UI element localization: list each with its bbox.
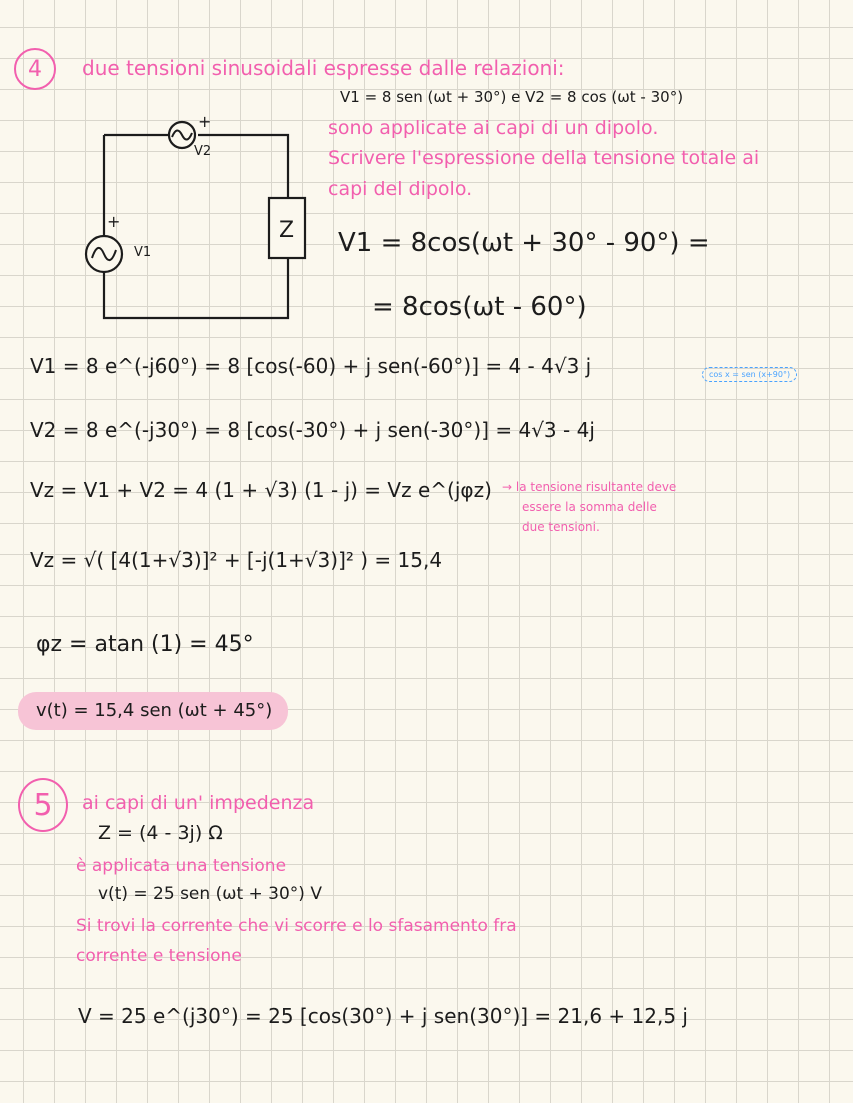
conversion-line2: = 8cos(ωt - 60°) [372,292,587,322]
problem-4-number: 4 [14,48,56,90]
sum-note-line2: essere la somma delle [522,500,657,514]
sum-note-line1: → la tensione risultante deve [502,480,677,494]
sum-note-line3: due tensioni. [522,520,600,534]
problem-5-number: 5 [18,778,68,832]
problem-4-relations: V1 = 8 sen (ωt + 30°) e V2 = 8 cos (ωt - 30°) [340,88,684,106]
circuit-plus-top: + [198,112,212,131]
sum-line: Vz = V1 + V2 = 4 (1 + √3) (1 - j) = Vz e^(jφz) [30,478,492,502]
problem-5-voltage: v(t) = 25 sen (ωt + 30°) V [98,884,322,904]
phasor-v2: V2 = 8 e^(-j30°) = 8 [cos(-30°) + j sen(-30°)] = 4√3 - 4j [30,418,595,442]
result-line: v(t) = 15,4 sen (ωt + 45°) [36,700,273,721]
problem-4-statement-line1: due tensioni sinusoidali espresse dalle relazioni: [82,56,565,80]
problem-4-statement-line4: capi del dipolo. [328,178,473,200]
phase-line: φz = atan (1) = 45° [36,632,254,657]
circuit-label-z: Z [279,218,295,243]
circuit-plus-left: + [107,212,121,231]
problem-5-impedance: Z = (4 - 3j) Ω [98,822,223,844]
problem-4-statement-line3: Scrivere l'espressione della tensione totale ai [328,147,760,169]
problem-5-line3: Si trovi la corrente che vi scorre e lo sfasamento fra [76,916,517,936]
problem-4-statement-line2: sono applicate ai capi di un dipolo. [328,117,659,139]
circuit-label-v1: V1 [134,245,152,260]
conversion-line1: V1 = 8cos(ωt + 30° - 90°) = [338,228,710,258]
circuit-label-v2: V2 [194,144,212,159]
magnitude-line: Vz = √( [4(1+√3)]² + [-j(1+√3)]² ) = 15,4 [30,548,443,572]
problem-5-phasor: V = 25 e^(j30°) = 25 [cos(30°) + j sen(30°)] = 21,6 + 12,5 j [78,1004,688,1028]
problem-5-line4: corrente e tensione [76,946,242,966]
identity-note: cos x = sen (x+90°) [702,367,797,382]
problem-5-line1: ai capi di un' impedenza [82,792,315,814]
problem-5-line2: è applicata una tensione [76,856,287,876]
phasor-v1: V1 = 8 e^(-j60°) = 8 [cos(-60) + j sen(-60°)] = 4 - 4√3 j [30,354,592,378]
